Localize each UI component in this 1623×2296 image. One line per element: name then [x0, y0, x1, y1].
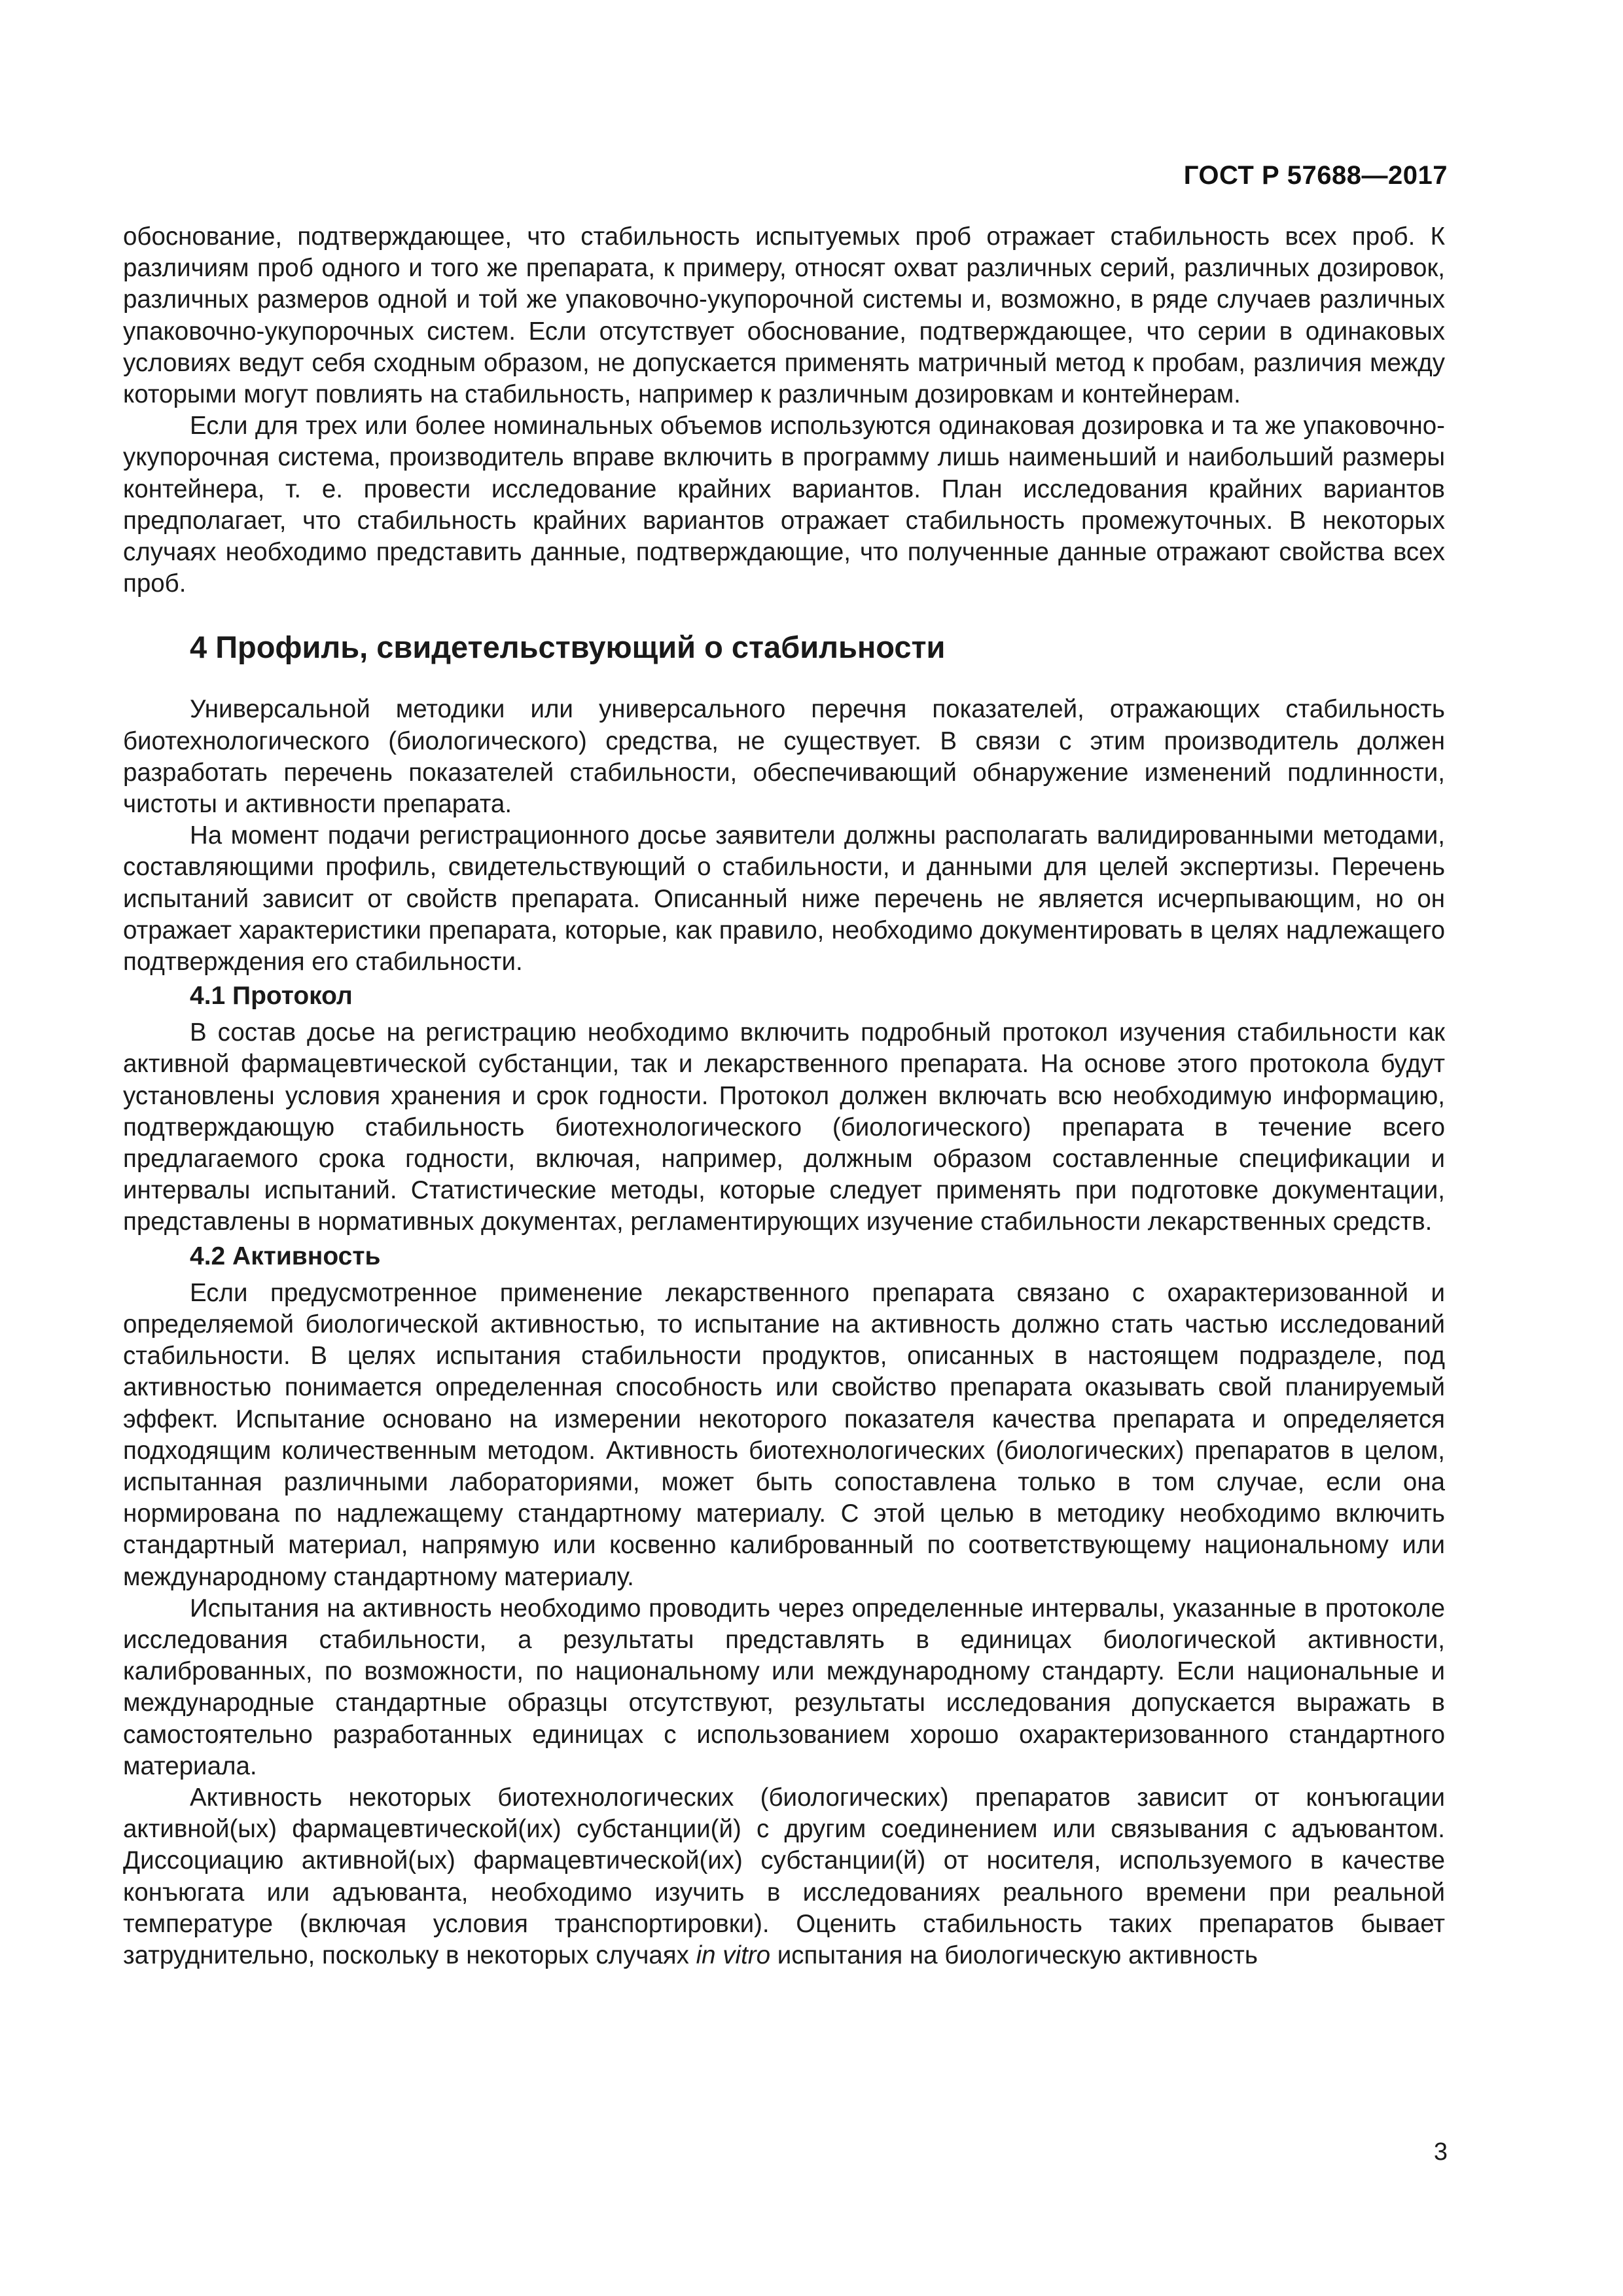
- in-vitro-term: in vitro: [696, 1941, 771, 1969]
- section-4-paragraph: Универсальной методики или универсального перечня показателей, отражающих стабильность биотехнологического (биологического) средства, не существует. В связи с этим производитель должен разработать перечень показателей стабильности, обеспечивающий обнаружение изменений подлинности, чистоты и активности препарата.: [123, 695, 1445, 819]
- intro-paragraph: обоснование, подтверждающее, что стабильность испытуемых проб отражает стабильность всех проб. К различиям проб одного и того же препарата, к примеру, относят охват различных серий, различных дозировок, различных размеров одной и той же упаковочно-укупорочной системы и, возможно, в ряде случаев различных упаковочно-укупорочных систем. Если отсутствует обоснование, подтверждающее, что серии в одинаковых условиях ведут себя сходным образом, не допускается применять матричный метод к пробам, различия между которыми могут повлиять на стабильность, например к различным дозировкам и контейнерам.: [123, 223, 1445, 409]
- page-number: 3: [1433, 2138, 1448, 2166]
- standard-code-header: ГОСТ Р 57688—2017: [1183, 161, 1448, 190]
- section-4-paragraph: На момент подачи регистрационного досье заявители должны располагать валидированными методами, составляющими профиль, свидетельствующий о стабильности, и данными для целей экспертизы. Перечень испытаний зависит от свойств препарата. Описанный ниже перечень не является исчерпывающим, но он отражает характеристики препарата, которые, как правило, необходимо документировать в целях надлежащего подтверждения его стабильности.: [123, 821, 1445, 977]
- section-4-1-heading: 4.1 Протокол: [190, 982, 353, 1011]
- section-4-1-paragraph: В состав досье на регистрацию необходимо включить подробный протокол изучения стабильности как активной фармацевтической субстанции, так и лекарственного препарата. На основе этого протокола будут установлены условия хранения и срок годности. Протокол должен включать всю необходимую информацию, подтверждающую стабильность биотехнологического (биологического) препарата в течение всего предлагаемого срока годности, включая, например, должным образом составленные спецификации и интервалы испытаний. Статистические методы, которые следует применять при подготовке документации, представлены в нормативных документах, регламентирующих изучение стабильности лекарственных средств.: [123, 1018, 1445, 1236]
- document-body: [123, 221, 1445, 1971]
- section-4-2-paragraph: Испытания на активность необходимо проводить через определенные интервалы, указанные в протоколе исследования стабильности, а результаты представлять в единицах биологической активности, калиброванных, по возможности, по национальному или международному стандарту. Если национальные и международные стандартные образцы отсутствуют, результаты исследования допускается выражать в самостоятельно разработанных единицах с использованием хорошо охарактеризованного стандартного материала.: [123, 1594, 1445, 1780]
- section-4-heading: 4 Профиль, свидетельствующий о стабильности: [190, 630, 946, 665]
- section-4-2-paragraph: Если предусмотренное применение лекарственного препарата связано с охарактеризованной и определяемой биологической активностью, то испытание на активность должно стать частью исследований стабильности. В целях испытания стабильности продуктов, описанных в настоящем подразделе, под активностью понимается определенная способность или свойство препарата оказывать свой планируемый эффект. Испытание основано на измерении некоторого показателя качества препарата и определяется подходящим количественным методом. Активность биотехнологических (биологических) препаратов в целом, испытанная различными лабораториями, может быть сопоставлена только в том случае, если она нормирована по надлежащему стандартному материалу. С этой целью в методику необходимо включить стандартный материал, напрямую или косвенно калиброванный по соответствующему национальному или международному стандартному материалу.: [123, 1278, 1445, 1591]
- last-paragraph-text-end: испытания на биологическую активность: [777, 1941, 1258, 1969]
- section-4-2-heading: 4.2 Активность: [190, 1242, 381, 1270]
- section-4-2-last-paragraph: [123, 1782, 1445, 1971]
- intro-paragraph: Если для трех или более номинальных объемов используются одинаковая дозировка и та же упаковочно-укупорочная система, производитель вправе включить в программу лишь наименьший и наибольший размеры контейнера, т. е. провести исследование крайних вариантов. План исследования крайних вариантов предполагает, что стабильность крайних вариантов отражает стабильность промежуточных. В некоторых случаях необходимо представить данные, подтверждающие, что полученные данные отражают свойства всех проб.: [123, 412, 1445, 598]
- last-paragraph-text: Активность некоторых биотехнологических (биологических) препаратов зависит от конъюгации активной(ых) фармацевтической(их) субстанции(й) с другим соединением или связывания с адъювантом. Диссоциацию активной(ых) фармацевтической(их) субстанции(й) от носителя, используемого в качестве конъюгата или адъюванта, необходимо изучить в исследованиях реального времени при реальной температуре (включая условия транспортировки). Оценить стабильность таких препаратов бывает затруднительно, поскольку в некоторых случаях: [123, 1783, 1445, 1969]
